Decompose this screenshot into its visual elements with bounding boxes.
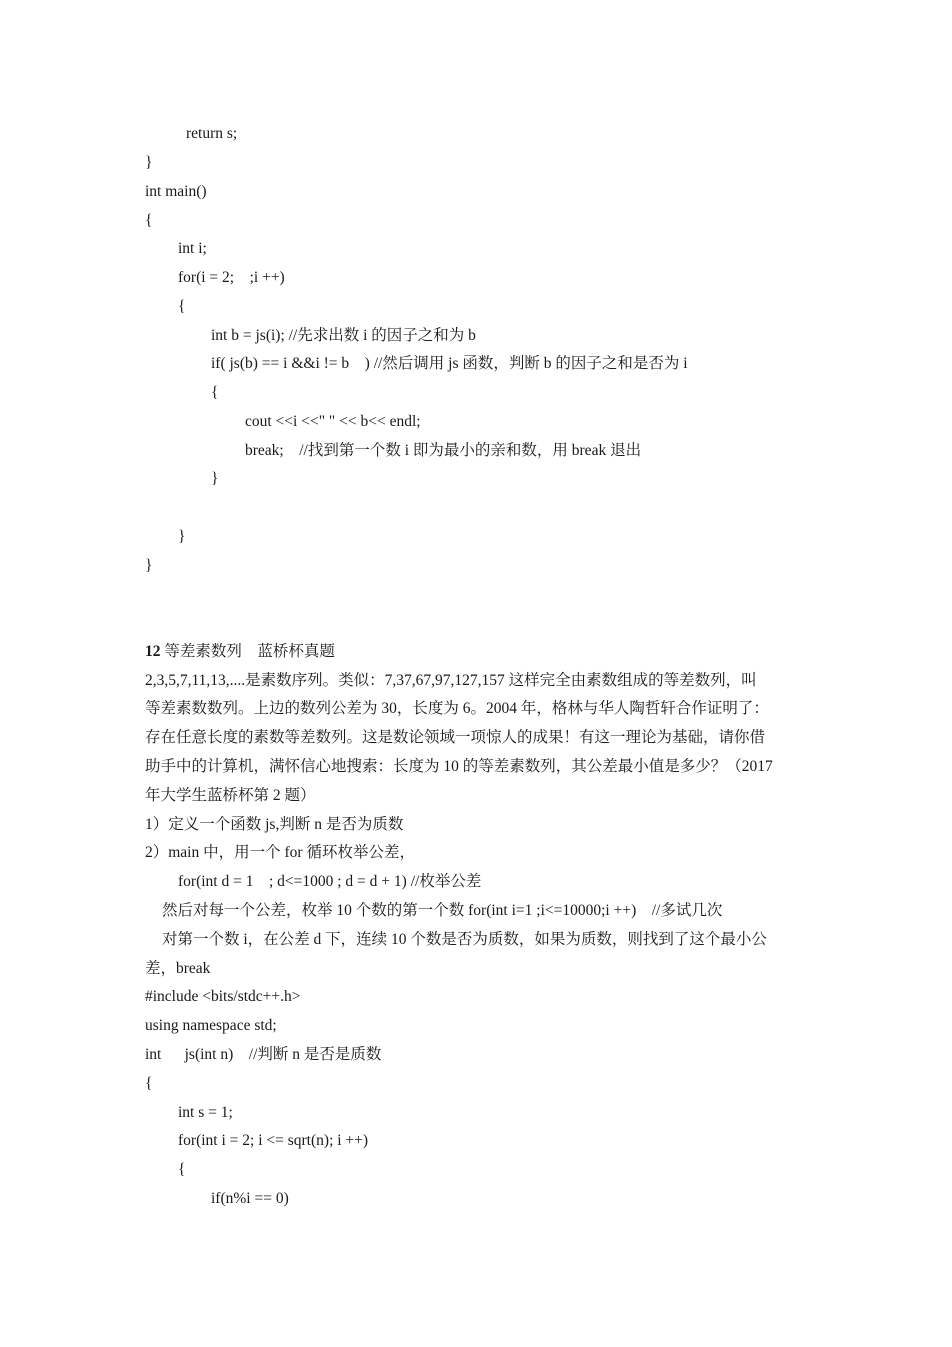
- paragraph-line: 存在任意长度的素数等差数列。这是数论领域一项惊人的成果！有这一理论为基础，请你借: [145, 729, 766, 746]
- step-line: 差，break: [145, 960, 211, 977]
- code-line: int s = 1;: [178, 1104, 233, 1121]
- code-line: using namespace std;: [145, 1017, 277, 1034]
- code-line: {: [211, 384, 219, 401]
- code-line: break; //找到第一个数 i 即为最小的亲和数，用 break 退出: [245, 442, 642, 459]
- section-number: 12: [145, 643, 161, 660]
- step-line: 然后对每一个公差，枚举 10 个数的第一个数 for(int i=1 ;i<=10000;i ++) //多试几次: [162, 902, 723, 919]
- step-line: for(int d = 1 ; d<=1000 ; d = d + 1) //枚举公差: [178, 873, 482, 890]
- code-line: for(i = 2; ;i ++): [178, 269, 285, 286]
- code-line: }: [145, 154, 153, 171]
- code-line: if( js(b) == i &&i != b ) //然后调用 js 函数，判断 b 的因子之和是否为 i: [211, 355, 688, 372]
- section-heading: [145, 642, 335, 662]
- code-line: int b = js(i); //先求出数 i 的因子之和为 b: [211, 327, 476, 344]
- code-line: {: [145, 1075, 153, 1092]
- code-line: return s;: [186, 125, 238, 142]
- code-line: int i;: [178, 240, 207, 257]
- code-line: {: [145, 212, 153, 229]
- code-line: }: [145, 557, 153, 574]
- code-line: #include <bits/stdc++.h>: [145, 988, 301, 1005]
- paragraph-line: 等差素数数列。上边的数列公差为 30，长度为 6。2004 年，格林与华人陶哲轩合作证明了：: [145, 700, 769, 717]
- code-line: for(int i = 2; i <= sqrt(n); i ++): [178, 1132, 369, 1149]
- step-line: 2）main 中，用一个 for 循环枚举公差，: [145, 844, 415, 861]
- step-line: 1）定义一个函数 js,判断 n 是否为质数: [145, 816, 404, 833]
- code-line: }: [211, 470, 219, 487]
- code-line: cout <<i <<" " << b<< endl;: [245, 413, 421, 430]
- code-line: }: [178, 528, 186, 545]
- code-line: int main(): [145, 183, 207, 200]
- code-line: int js(int n) //判断 n 是否是质数: [145, 1046, 382, 1063]
- paragraph-line: 助手中的计算机，满怀信心地搜索：长度为 10 的等差素数列，其公差最小值是多少？（2017: [145, 758, 773, 775]
- paragraph-line: 年大学生蓝桥杯第 2 题）: [145, 787, 316, 804]
- code-line: if(n%i == 0): [211, 1190, 289, 1207]
- paragraph-line: 2,3,5,7,11,13,....是素数序列。类似：7,37,67,97,127,157 这样完全由素数组成的等差数列，叫: [145, 672, 757, 689]
- code-line: {: [178, 1161, 186, 1178]
- step-line: 对第一个数 i，在公差 d 下，连续 10 个数是否为质数，如果为质数，则找到了这个最小公: [162, 931, 767, 948]
- section-title: 等差素数列 蓝桥杯真题: [160, 643, 335, 660]
- code-line: {: [178, 298, 186, 315]
